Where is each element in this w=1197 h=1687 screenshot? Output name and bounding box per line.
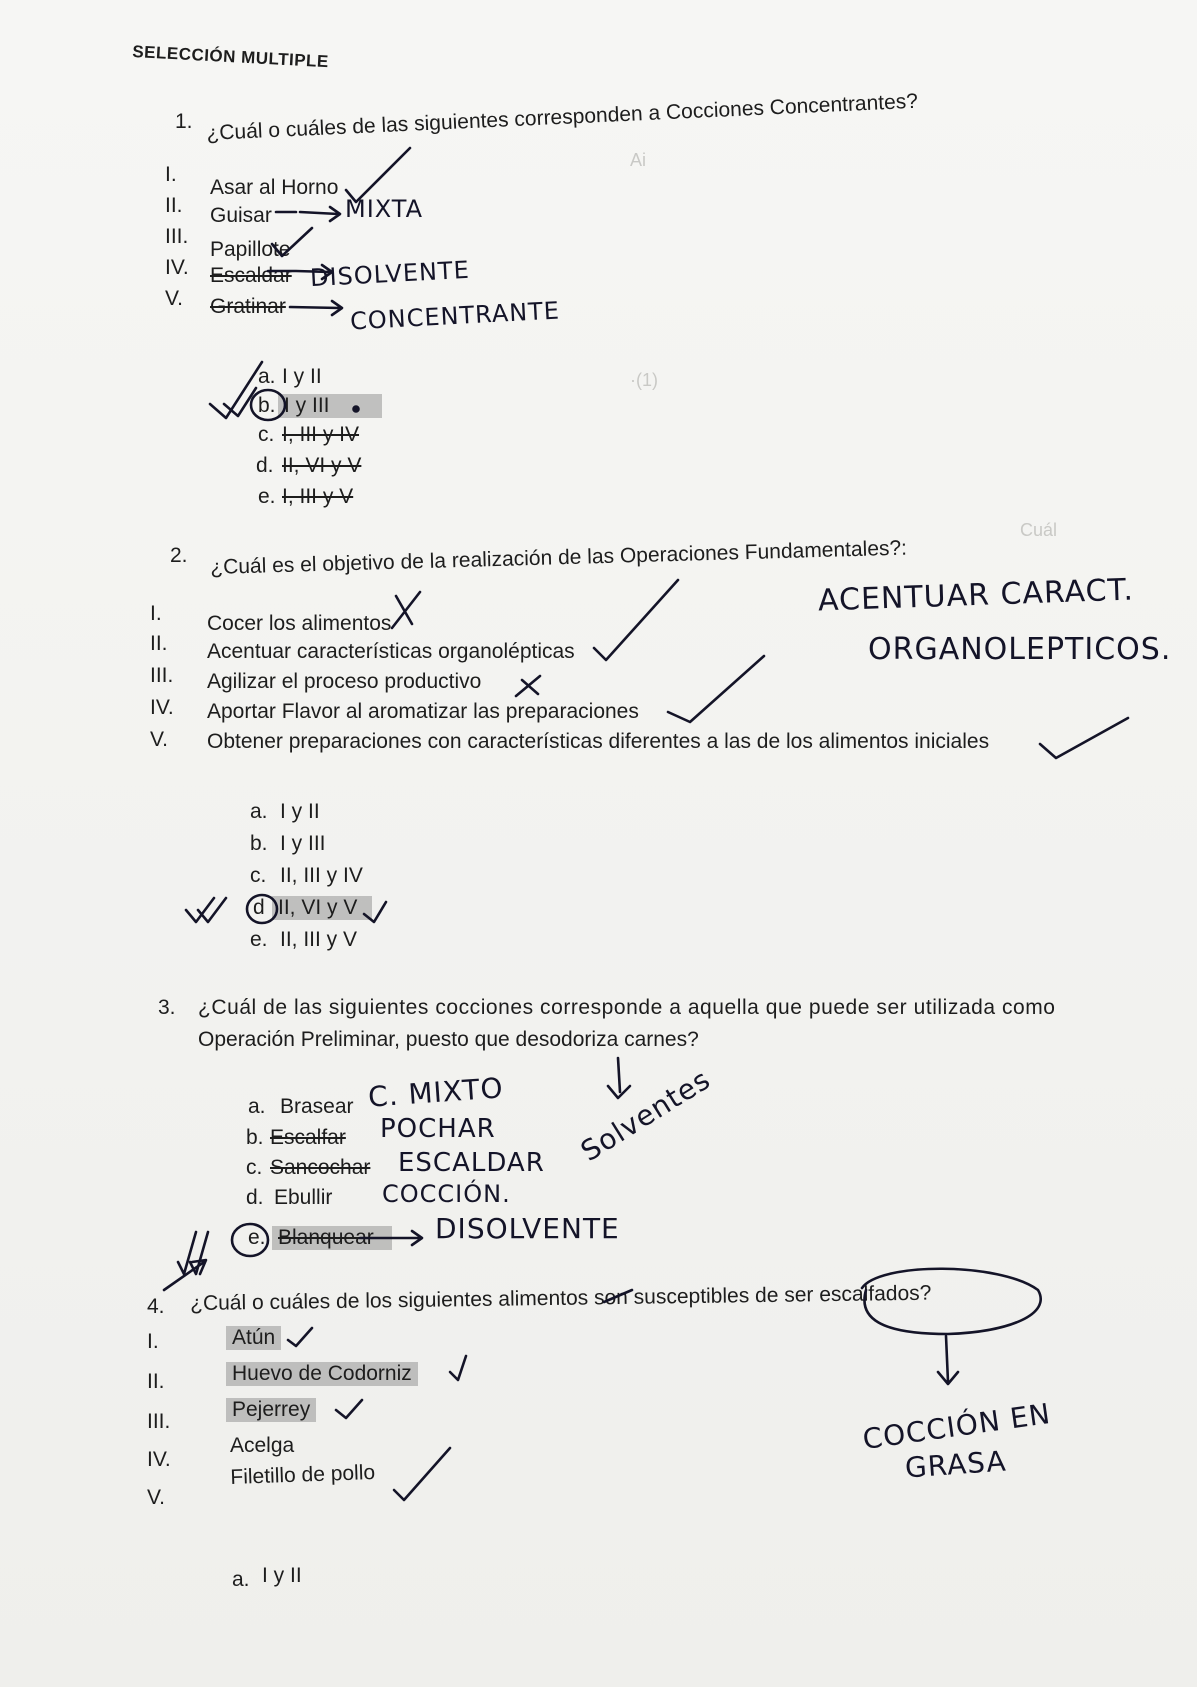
checkmark-icon	[186, 898, 214, 922]
list-item-highlighted: Pejerrey	[226, 1398, 316, 1422]
answer-option: b.	[258, 394, 276, 417]
answer-option-text: II, III y IV	[280, 864, 363, 887]
checkmark-icon	[336, 1400, 362, 1418]
answer-option: c.	[246, 1156, 263, 1179]
roman-numeral: II.	[147, 1370, 165, 1393]
answer-option: a.	[250, 800, 268, 823]
section-title: SELECCIÓN MULTIPLE	[131, 41, 330, 72]
list-item: Filetillo de pollo	[230, 1460, 376, 1489]
handwritten-note: COCCIÓN.	[382, 1180, 511, 1208]
answer-option-text: I, III y V	[282, 485, 354, 508]
list-item: Acentuar características organolépticas	[207, 640, 575, 663]
answer-option-text: I y II	[262, 1564, 302, 1587]
answer-option: a.	[248, 1095, 266, 1118]
answer-option: e.	[248, 1226, 266, 1249]
arrow-icon	[938, 1336, 958, 1384]
roman-numeral: IV.	[147, 1448, 171, 1471]
roman-numeral: V.	[150, 728, 168, 751]
answer-option: d	[253, 896, 265, 919]
roman-numeral: V.	[165, 287, 183, 310]
list-item: Obtener preparaciones con características diferentes a las de los alimentos iniciales	[207, 730, 990, 753]
answer-option-text: II, III y V	[280, 928, 358, 951]
roman-numeral: IV.	[150, 696, 174, 719]
checkmark-icon	[198, 898, 226, 922]
answer-option-text: I y II	[282, 365, 322, 388]
roman-numeral: I.	[165, 163, 177, 186]
list-item: Asar al Horno	[210, 176, 339, 199]
list-item: Gratinar	[210, 295, 286, 318]
bleed-through: ·(1)	[630, 370, 658, 390]
question-number: 2.	[170, 544, 188, 567]
checkmark-icon	[594, 580, 678, 660]
handwritten-note: ACENTUAR CARACT.	[817, 572, 1135, 619]
bleed-through: Cuál	[1020, 520, 1058, 540]
answer-option-text: I y II	[280, 800, 320, 823]
cross-icon	[516, 676, 540, 696]
cross-icon	[392, 592, 420, 628]
answer-option: c.	[258, 423, 275, 446]
roman-numeral: III.	[147, 1410, 171, 1433]
handwritten-note: POCHAR	[380, 1114, 496, 1144]
handwritten-note: Solventes	[575, 1062, 717, 1168]
roman-numeral: V.	[147, 1486, 165, 1509]
roman-numeral: III.	[165, 225, 189, 248]
answer-option-text: Brasear	[280, 1095, 354, 1118]
arrow-icon	[164, 1260, 206, 1290]
checkmark-icon	[178, 1232, 196, 1274]
answer-option: a.	[258, 365, 276, 388]
checkmark-icon	[288, 1328, 312, 1346]
roman-numeral: I.	[150, 602, 162, 625]
bleed-through: Ai	[630, 150, 647, 170]
answer-option-text: Ebullir	[274, 1186, 333, 1209]
list-item: Acelga	[230, 1434, 295, 1457]
handwritten-note: DISOLVENTE	[435, 1212, 620, 1245]
checkmark-icon	[394, 1448, 450, 1500]
question-text: ¿Cuál o cuáles de las siguientes corresponden a Cocciones Concentrantes?	[206, 89, 919, 145]
handwritten-note: ESCALDAR	[398, 1148, 545, 1178]
checkmark-icon	[1040, 718, 1128, 758]
answer-option-text-highlighted: I y III	[278, 394, 382, 418]
answer-option-text: I y III	[280, 832, 326, 855]
question-text: ¿Cuál es el objetivo de la realización de las Operaciones Fundamentales?:	[210, 536, 908, 579]
answer-option: e.	[258, 485, 276, 508]
list-item: Cocer los alimentos	[207, 612, 392, 635]
question-number: 4.	[147, 1295, 165, 1318]
answer-option: c.	[250, 864, 267, 887]
checkmark-icon	[190, 1232, 208, 1274]
question-number: 1.	[175, 110, 193, 133]
handwritten-note: DISOLVENTE	[309, 255, 471, 293]
answer-option: e.	[250, 928, 268, 951]
checkmark-icon	[668, 656, 764, 722]
handwritten-note: MIXTA	[345, 195, 424, 223]
handwritten-note: GRASA	[903, 1444, 1008, 1485]
handwritten-note: CONCENTRANTE	[349, 296, 561, 336]
handwritten-note: C. MIXTO	[367, 1071, 505, 1114]
checkmark-icon	[346, 148, 410, 202]
question-text: ¿Cuál de las siguientes cocciones corresponde a aquella que puede ser utilizada como	[198, 996, 1056, 1019]
list-item: Aportar Flavor al aromatizar las preparaciones	[207, 700, 639, 723]
checkmark-icon	[224, 388, 256, 416]
question-text: ¿Cuál o cuáles de los siguientes alimentos son susceptibles de ser escalfados?	[190, 1281, 932, 1315]
answer-option-text: Escalfar	[270, 1126, 346, 1149]
list-item: Guisar	[210, 204, 272, 227]
roman-numeral: II.	[165, 194, 183, 217]
answer-option: b.	[250, 832, 268, 855]
answer-option: a.	[232, 1568, 250, 1591]
answer-option-text: II, VI y V	[282, 454, 362, 477]
answer-option: d.	[256, 454, 274, 477]
arrow-icon	[290, 301, 342, 315]
question-text: Operación Preliminar, puesto que desodoriza carnes?	[198, 1028, 699, 1051]
handwritten-note: ORGANOLEPTICOS.	[868, 632, 1172, 667]
answer-option: d.	[246, 1186, 264, 1209]
roman-numeral: I.	[147, 1330, 159, 1353]
list-item: Agilizar el proceso productivo	[207, 670, 482, 693]
answer-option-text: I, III y IV	[282, 423, 360, 446]
handwritten-note: COCCIÓN EN	[860, 1396, 1053, 1457]
answer-option-text: Sancochar	[270, 1156, 371, 1179]
list-item-highlighted: Huevo de Codorniz	[226, 1362, 418, 1386]
roman-numeral: III.	[150, 664, 174, 687]
checkmark-icon	[210, 362, 262, 418]
arrow-icon	[608, 1058, 630, 1098]
list-item: Escaldar	[210, 264, 292, 287]
list-item: Papillote	[210, 238, 291, 261]
checkmark-icon	[450, 1356, 466, 1380]
roman-numeral: II.	[150, 632, 168, 655]
roman-numeral: IV.	[165, 256, 189, 279]
answer-option-text-highlighted: Blanquear	[272, 1226, 392, 1250]
list-item-highlighted: Atún	[226, 1326, 281, 1350]
question-number: 3.	[158, 996, 176, 1019]
arrow-icon	[276, 207, 340, 221]
answer-option-text-highlighted: II, VI y V	[272, 896, 372, 920]
answer-option: b.	[246, 1126, 264, 1149]
